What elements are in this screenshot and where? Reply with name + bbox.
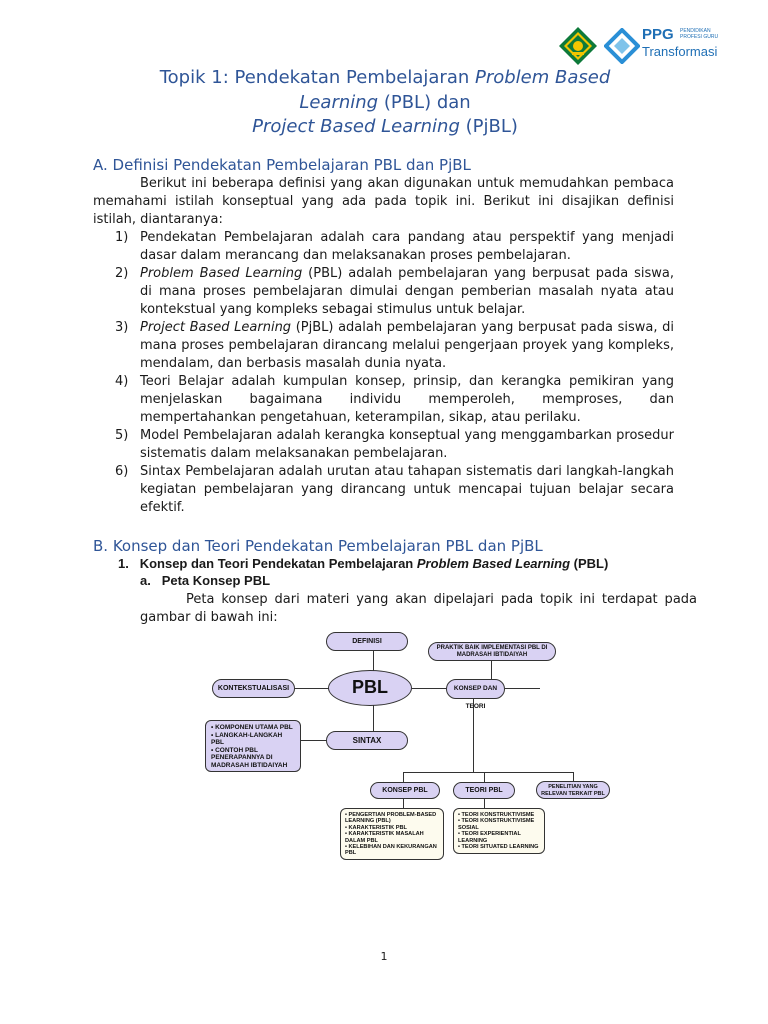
item-italic: Project Based Learning [140, 320, 292, 335]
item-text: Pendekatan Pembelajaran adalah cara pandang atau perspektif yang menjadi dasar dalam merancang dan melaksanakan proses pembelajaran. [140, 230, 674, 263]
section-a-heading: A. Definisi Pendekatan Pembelajaran PBL dan PjBL [93, 156, 471, 174]
connector-line [412, 688, 447, 689]
concept-map [200, 628, 620, 868]
subsection-a-label: Peta Konsep PBL [161, 573, 271, 588]
definition-item [115, 373, 674, 427]
connector-line [300, 740, 327, 741]
item-text: (PjBL) adalah pembelajaran yang berpusat pada siswa, di mana proses pembelajaran dirancang melalui pengerjaan proyek yang kompleks, mendalam, dan berbasis masalah dunia nyata. [140, 320, 674, 371]
page-title [60, 66, 710, 140]
node-sintax: SINTAX [326, 731, 408, 750]
node-teori-pbl: TEORI PBL [453, 782, 515, 799]
item-number: 4) [115, 374, 129, 389]
node-konsep-list [340, 808, 444, 860]
subsection-a-number: a. [140, 573, 151, 588]
sintax-list-item: • CONTOH PBL PENERAPANNYA DI MADRASAH IBTIDAIYAH [211, 746, 288, 769]
konsep-list-item: • KELEBIHAN DAN KEKURANGAN PBL [345, 844, 437, 857]
definition-item [115, 463, 674, 517]
node-pbl: PBL [328, 670, 412, 706]
connector-line [505, 688, 540, 689]
title-line1-prefix: Topik 1: Pendekatan Pembelajaran [159, 67, 475, 88]
title-line3-italic: Project Based Learning [252, 116, 460, 137]
teori-list-item: • TEORI KONSTRUKTIVISME [458, 812, 535, 818]
node-sintax-list [205, 720, 301, 772]
item-text: (PBL) adalah pembelajaran yang berpusat pada siswa, di mana proses pembelajaran dimulai dengan pemberian masalah nyata atau kontekstual yang kompleks sebagai stimulus untuk belajar. [140, 266, 675, 317]
ppg-small-label: PENDIDIKAN PROFESI GURU [680, 28, 719, 40]
konsep-list-item: • KARAKTERISTIK PBL [345, 824, 407, 831]
definition-item [115, 265, 674, 319]
connector-line [484, 772, 485, 782]
kemenag-logo [558, 26, 598, 66]
definition-list [115, 229, 674, 517]
ppg-label: PPG [642, 26, 674, 43]
subsection-1-suffix: (PBL) [570, 556, 609, 571]
connector-line [403, 798, 404, 808]
teori-list-item: • TEORI SITUATED LEARNING [458, 844, 539, 851]
node-praktik: PRAKTIK BAIK IMPLEMENTASI PBL DI MADRASAH IBTIDAIYAH [428, 642, 556, 661]
item-number: 6) [115, 464, 129, 479]
node-penelitian: PENELITIAN YANG RELEVAN TERKAIT PBL [536, 781, 610, 799]
connector-line [403, 772, 573, 773]
title-line2-suffix: (PBL) dan [378, 91, 471, 113]
section-b-heading: B. Konsep dan Teori Pendekatan Pembelajaran PBL dan PjBL [93, 537, 543, 555]
definition-item [115, 427, 674, 463]
item-number: 3) [115, 320, 129, 335]
item-text: Sintax Pembelajaran adalah urutan atau tahapan sistematis dari langkah-langkah kegiatan pembelajaran yang dirancang untuk mencapai tujuan belajar secara efektif. [140, 464, 674, 515]
teori-list-item: • TEORI KONSTRUKTIVISME SOSIAL [458, 818, 535, 831]
title-line2-italic: Learning [299, 91, 379, 113]
section-a-intro: Berikut ini beberapa definisi yang akan digunakan untuk memudahkan pembaca memahami istilah konseptual yang ada pada topik ini. Berikut ini disajikan definisi istilah, diantaranya: [93, 176, 674, 227]
definition-item [115, 229, 674, 265]
item-text: Teori Belajar adalah kumpulan konsep, prinsip, dan kerangka pemikiran yang menjelaskan bagaimana individu memperoleh, memproses, dan mempertahankan pengetahuan, keterampilan, sikap, atau perilaku. [140, 374, 674, 425]
node-teori-list [453, 808, 545, 854]
connector-line [295, 688, 330, 689]
concept-map-intro: Peta konsep dari materi yang akan dipelajari pada topik ini terdapat pada gambar di bawah ini: [140, 592, 697, 625]
ppg-logo [604, 26, 724, 66]
title-line3-suffix: (PjBL) [459, 116, 518, 137]
teori-list-item: • TEORI EXPERIENTIAL LEARNING [458, 831, 521, 844]
definition-item [115, 319, 674, 373]
konsep-list-item: • KARAKTERISTIK MASALAH DALAM PBL [345, 831, 424, 844]
node-definisi: DEFINISI [326, 632, 408, 651]
subsection-1-number: 1. [118, 556, 129, 571]
item-italic: Problem Based Learning [140, 266, 303, 281]
subsection-1-heading [118, 556, 608, 571]
item-number: 5) [115, 428, 129, 443]
connector-line [484, 798, 485, 808]
sintax-list-item: • LANGKAH-LANGKAH PBL [211, 731, 283, 746]
subsection-1-italic: Problem Based Learning [416, 556, 571, 571]
node-konsep-teori: KONSEP DAN TEORI [446, 679, 505, 699]
ppg-transform-label: Transformasi [642, 44, 718, 59]
title-line1-italic: Problem Based [474, 67, 611, 88]
subsection-1-prefix: Konsep dan Teori Pendekatan Pembelajaran [139, 556, 417, 571]
konsep-list-item: • PENGERTIAN PROBLEM-BASED LEARNING (PBL) [345, 812, 437, 825]
item-number: 2) [115, 266, 129, 281]
subsection-a-heading [140, 573, 270, 588]
sintax-list-item: • KOMPONEN UTAMA PBL [211, 724, 293, 731]
item-text: Model Pembelajaran adalah kerangka konseptual yang menggambarkan prosedur sistematis dalam melaksanakan pembelajaran. [140, 428, 674, 461]
connector-line [403, 772, 404, 782]
connector-line [373, 702, 374, 732]
page-number: 1 [380, 950, 388, 963]
node-konsep-pbl: KONSEP PBL [370, 782, 440, 799]
item-number: 1) [115, 230, 129, 245]
node-kontekstualisasi: KONTEKSTUALISASI [212, 679, 295, 698]
connector-line [491, 660, 492, 680]
